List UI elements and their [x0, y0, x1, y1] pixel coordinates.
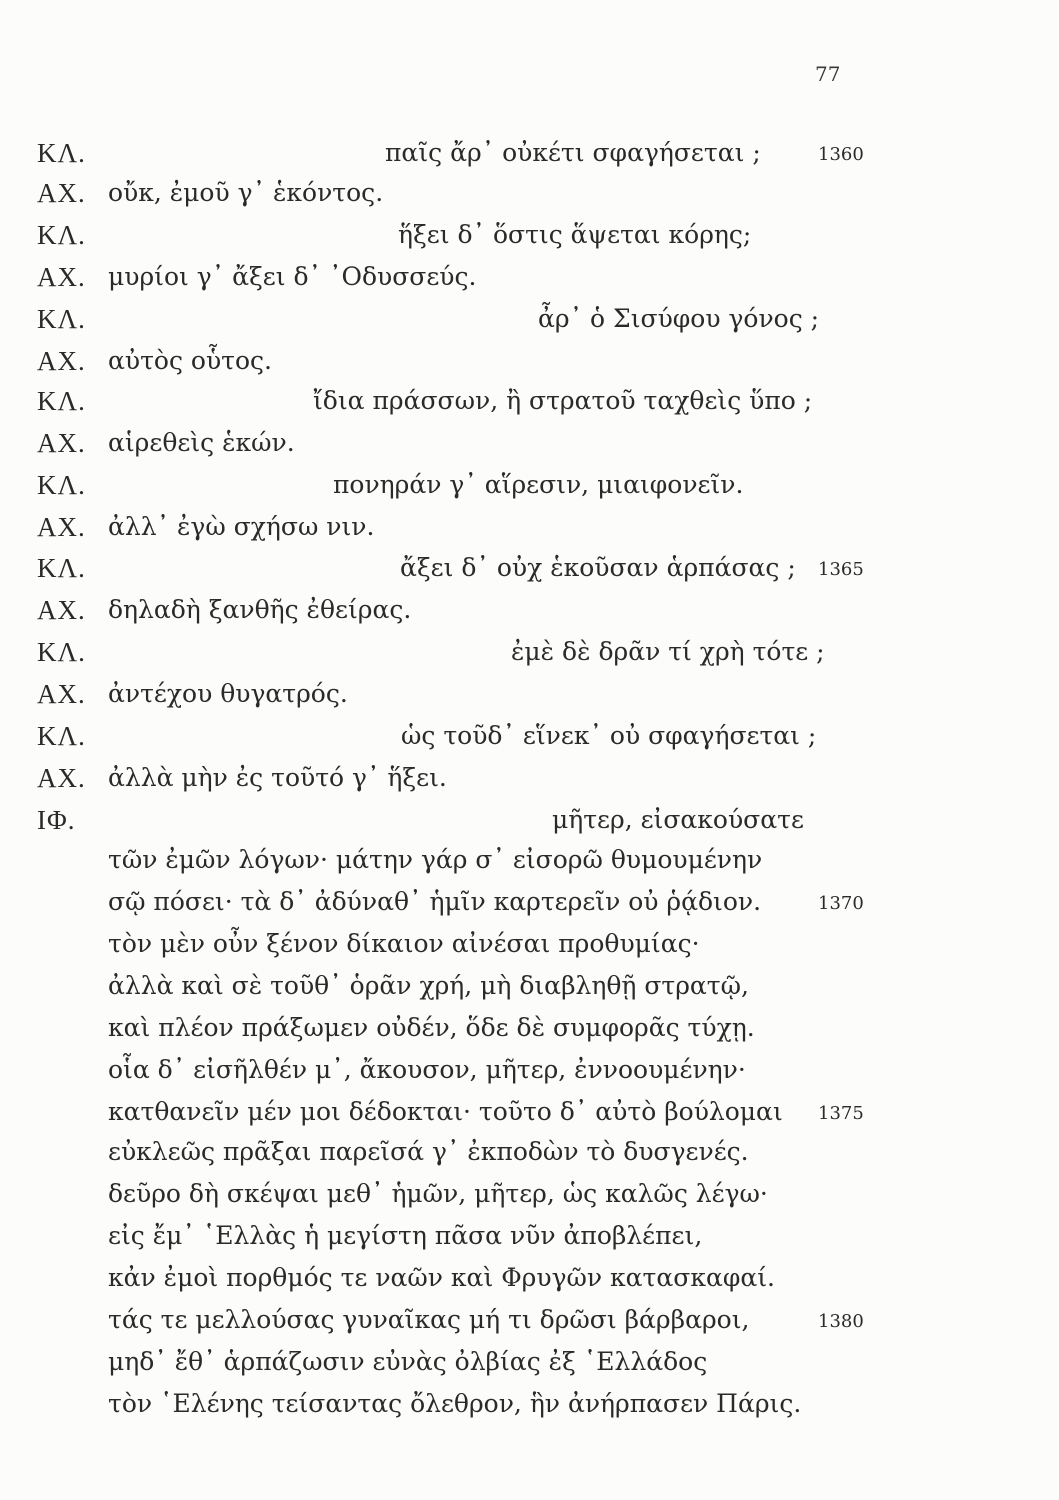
- verse-text: μηδ᾿ ἔθ᾿ ἁρπάζωσιν εὐνὰς ὀλβίας ἐξ ῾Ελλάδος: [108, 1347, 708, 1376]
- verse-line: [0, 1389, 1059, 1429]
- verse-line: [0, 805, 1059, 845]
- speaker-label: ΑΧ.: [37, 428, 86, 458]
- speaker-label: ΚΛ.: [37, 386, 86, 416]
- verse-line: [0, 1347, 1059, 1387]
- verse-text: παῖς ἄρ᾿ οὐκέτι σφαγήσεται ;: [385, 138, 761, 167]
- verse-line: [0, 887, 1059, 927]
- verse-text: σῷ πόσει· τὰ δ᾿ ἀδύναθ᾿ ἡμῖν καρτερεῖν οὐ ῥᾴδιον.: [108, 887, 762, 916]
- verse-text: κἀν ἐμοὶ πορθμός τε ναῶν καὶ Φρυγῶν κατασκαφαί.: [108, 1263, 775, 1292]
- verse-text: αἱρεθεὶς ἑκών.: [108, 428, 295, 457]
- speaker-label: ΙΦ.: [37, 805, 76, 835]
- line-number: 1365: [818, 559, 864, 580]
- verse-line: [0, 553, 1059, 593]
- line-number: 1360: [818, 144, 864, 165]
- verse-line: [0, 929, 1059, 969]
- speaker-label: ΚΛ.: [37, 470, 86, 500]
- verse-text: μῆτερ, εἰσακούσατε: [552, 805, 804, 834]
- verse-line: [0, 1179, 1059, 1219]
- speaker-label: ΚΛ.: [37, 553, 86, 583]
- speaker-label: ΑΧ.: [37, 679, 86, 709]
- speaker-label: ΑΧ.: [37, 512, 86, 542]
- speaker-label: ΑΧ.: [37, 262, 86, 292]
- verse-line: [0, 637, 1059, 677]
- speaker-label: ΑΧ.: [37, 595, 86, 625]
- speaker-label: ΚΛ.: [37, 220, 86, 250]
- line-number: 1375: [818, 1103, 864, 1124]
- verse-line: [0, 1305, 1059, 1345]
- verse-text: τῶν ἐμῶν λόγων· μάτην γάρ σ᾿ εἰσορῶ θυμουμένην: [108, 845, 763, 874]
- verse-text: ἆρ᾿ ὁ Σισύφου γόνος ;: [538, 304, 820, 333]
- verse-line: [0, 178, 1059, 218]
- verse-text: αὐτὸς οὗτος.: [108, 346, 272, 375]
- line-number: 1380: [818, 1311, 864, 1332]
- verse-text: δηλαδὴ ξανθῆς ἐθείρας.: [108, 595, 412, 624]
- verse-line: [0, 220, 1059, 260]
- speaker-label: ΚΛ.: [37, 138, 86, 168]
- verse-line: [0, 346, 1059, 386]
- verse-text: κατθανεῖν μέν μοι δέδοκται· τοῦτο δ᾿ αὐτὸ βούλομαι: [108, 1097, 783, 1126]
- verse-line: [0, 470, 1059, 510]
- speaker-label: ΚΛ.: [37, 304, 86, 334]
- verse-text: ἀλλ᾿ ἐγὼ σχήσω νιν.: [108, 512, 375, 541]
- verse-line: [0, 1097, 1059, 1137]
- verse-text: οἷα δ᾿ εἰσῆλθέν μ᾿, ἄκουσον, μῆτερ, ἐννοουμένην·: [108, 1055, 746, 1084]
- verse-line: [0, 595, 1059, 635]
- verse-text: ἄξει δ᾿ οὐχ ἑκοῦσαν ἁρπάσας ;: [400, 553, 796, 582]
- verse-text: πονηράν γ᾿ αἵρεσιν, μιαιφονεῖν.: [333, 470, 744, 499]
- verse-text: εἰς ἔμ᾿ ῾Ελλὰς ἡ μεγίστη πᾶσα νῦν ἀποβλέπει,: [108, 1221, 703, 1250]
- verse-line: [0, 428, 1059, 468]
- speaker-label: ΑΧ.: [37, 346, 86, 376]
- verse-line: [0, 386, 1059, 426]
- speaker-label: ΚΛ.: [37, 721, 86, 751]
- verse-line: [0, 1221, 1059, 1261]
- verse-line: [0, 721, 1059, 761]
- verse-line: [0, 1013, 1059, 1053]
- verse-line: [0, 971, 1059, 1011]
- verse-text: καὶ πλέον πράξωμεν οὐδέν, ὅδε δὲ συμφορᾶς τύχῃ.: [108, 1013, 755, 1042]
- verse-text: ἀλλὰ καὶ σὲ τοῦθ᾿ ὁρᾶν χρή, μὴ διαβληθῇ στρατῷ,: [108, 971, 749, 1000]
- verse-text: ἥξει δ᾿ ὅστις ἅψεται κόρης;: [398, 220, 752, 249]
- verse-text: ἐμὲ δὲ δρᾶν τί χρὴ τότε ;: [511, 637, 825, 666]
- verse-text: τάς τε μελλούσας γυναῖκας μή τι δρῶσι βάρβαροι,: [108, 1305, 750, 1334]
- verse-line: [0, 1137, 1059, 1177]
- verse-text: ἴδια πράσσων, ἢ στρατοῦ ταχθεὶς ὕπο ;: [313, 386, 813, 415]
- speaker-label: ΚΛ.: [37, 637, 86, 667]
- verse-text: ἀλλὰ μὴν ἐς τοῦτό γ᾿ ἥξει.: [108, 763, 447, 792]
- verse-line: [0, 679, 1059, 719]
- verse-text: μυρίοι γ᾿ ἄξει δ᾿ ᾿Οδυσσεύς.: [108, 262, 477, 291]
- verse-line: [0, 304, 1059, 344]
- verse-text: δεῦρο δὴ σκέψαι μεθ᾿ ἡμῶν, μῆτερ, ὡς καλῶς λέγω·: [108, 1179, 768, 1208]
- verse-line: [0, 512, 1059, 552]
- verse-line: [0, 845, 1059, 885]
- verse-text: ἀντέχου θυγατρός.: [108, 679, 348, 708]
- line-number: 1370: [818, 893, 864, 914]
- verse-line: [0, 262, 1059, 302]
- verse-text: οὔκ, ἐμοῦ γ᾿ ἑκόντος.: [108, 178, 384, 207]
- verse-text: τὸν μὲν οὖν ξένον δίκαιον αἰνέσαι προθυμίας·: [108, 929, 700, 958]
- verse-text: εὐκλεῶς πρᾶξαι παρεῖσά γ᾿ ἐκποδὼν τὸ δυσγενές.: [108, 1137, 749, 1166]
- verse-line: [0, 1055, 1059, 1095]
- page-number: 77: [815, 62, 841, 86]
- verse-text: ὡς τοῦδ᾿ εἵνεκ᾿ οὐ σφαγήσεται ;: [401, 721, 817, 750]
- verse-line: [0, 1263, 1059, 1303]
- verse-line: [0, 763, 1059, 803]
- verse-line: [0, 138, 1059, 178]
- verse-text: τὸν ῾Ελένης τείσαντας ὄλεθρον, ἣν ἀνήρπασεν Πάρις.: [108, 1389, 802, 1418]
- speaker-label: ΑΧ.: [37, 763, 86, 793]
- speaker-label: ΑΧ.: [37, 178, 86, 208]
